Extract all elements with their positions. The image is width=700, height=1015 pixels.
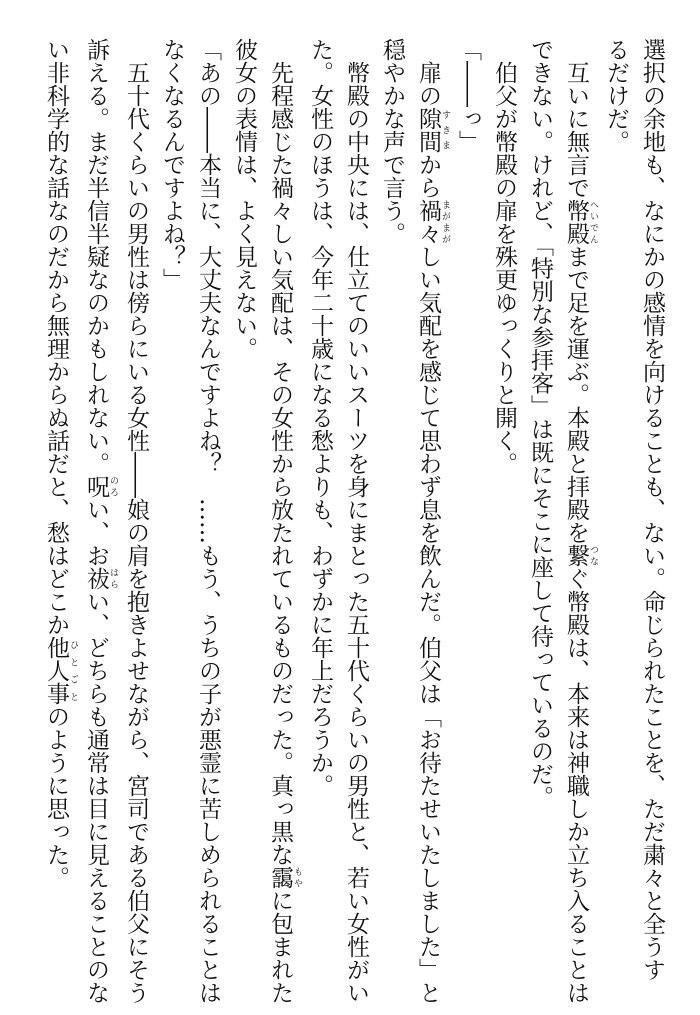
ruby-word [563, 544, 598, 567]
text-line: なくなるんですよね？」 [159, 38, 185, 291]
furigana: つな [588, 544, 598, 567]
text-segment: 訴える。まだ半信半疑なのかもしれない。 [83, 38, 109, 475]
text-segment: い、どちらも通常は目に見えることのな [83, 590, 109, 1004]
ruby-word [43, 636, 78, 705]
furigana: ひとごと [68, 636, 78, 705]
text-line: できない。けれど、「特別な参拝客」は既にそこに座して待っているのだ。 [527, 38, 553, 809]
text-line [38, 38, 78, 988]
text-line: るだけだ。 [603, 38, 629, 153]
ruby-word [563, 199, 598, 245]
novel-page [30, 38, 670, 1004]
text-line: 穏やかな声で言う。 [379, 38, 405, 245]
ruby-base: 靄 [267, 866, 293, 889]
ruby-base: 繋 [563, 544, 589, 567]
furigana: へいでん [588, 199, 598, 245]
text-line: 五十代くらいの男性は傍らにいる女性――娘の肩を抱きよせながら、宮司である伯父にそう [123, 61, 149, 1004]
ruby-word [415, 199, 450, 245]
text-line: 選択の余地も、なにかの感情を向けることも、ない。命じられたことを、ただ粛々と全うす [639, 38, 665, 981]
text-line: 「――っ」 [455, 38, 481, 153]
furigana: まがまが [440, 199, 450, 245]
text-line [410, 38, 450, 1004]
text-line: 彼女の表情は、よく見えない。 [231, 38, 257, 360]
ruby-base: 祓 [83, 567, 109, 590]
text-segment: 互いに無言で [563, 61, 589, 199]
ruby-base: 禍々 [415, 199, 441, 245]
text-segment: い非科学的な話なのだから無理からぬ話だと、愁はどこか [43, 38, 69, 636]
furigana: はら [108, 567, 118, 590]
ruby-base: 隙間 [415, 107, 441, 153]
furigana: もや [292, 866, 302, 889]
text-line [558, 38, 598, 1004]
ruby-word [415, 107, 450, 153]
text-segment: ぐ幣殿は、本来は神職しか立ち入ることは [563, 567, 589, 1004]
text-segment: しい気配を感じて思わず息を飲んだ。伯父は「お待たせいたしました」と [415, 245, 441, 1004]
ruby-word [267, 866, 302, 889]
ruby-word [83, 475, 118, 498]
text-line [78, 38, 118, 1004]
text-segment: まで足を運ぶ。本殿と拝殿を [563, 245, 589, 544]
ruby-base: 呪 [83, 475, 109, 498]
furigana: のろ [108, 475, 118, 498]
text-line [262, 38, 302, 1004]
text-segment: のように思った。 [43, 705, 69, 889]
text-segment: 扉の [415, 61, 441, 107]
furigana: すきま [440, 107, 450, 153]
text-line: 「あの――本当に、大丈夫なんですよね？ ……もう、うちの子が悪霊に苦しめられることは [195, 38, 221, 1004]
ruby-base: 他人事 [43, 636, 69, 705]
text-segment: い、お [83, 498, 109, 567]
text-segment: から [415, 153, 441, 199]
ruby-word [83, 567, 118, 590]
text-segment: に包まれた [267, 889, 293, 1004]
text-line: た。女性のほうは、今年二十歳になる愁よりも、わずかに年上だろうか。 [307, 38, 333, 797]
text-line: 幣殿の中央には、仕立てのいいスーツを身にまとった五十代くらいの男性と、若い女性がい [343, 61, 369, 1004]
text-segment: 先程感じた禍々しい気配は、その女性から放たれているものだった。真っ黒な [267, 61, 293, 866]
text-line: 伯父が幣殿の扉を殊更ゆっくりと開く。 [491, 61, 517, 475]
ruby-base: 幣殿 [563, 199, 589, 245]
